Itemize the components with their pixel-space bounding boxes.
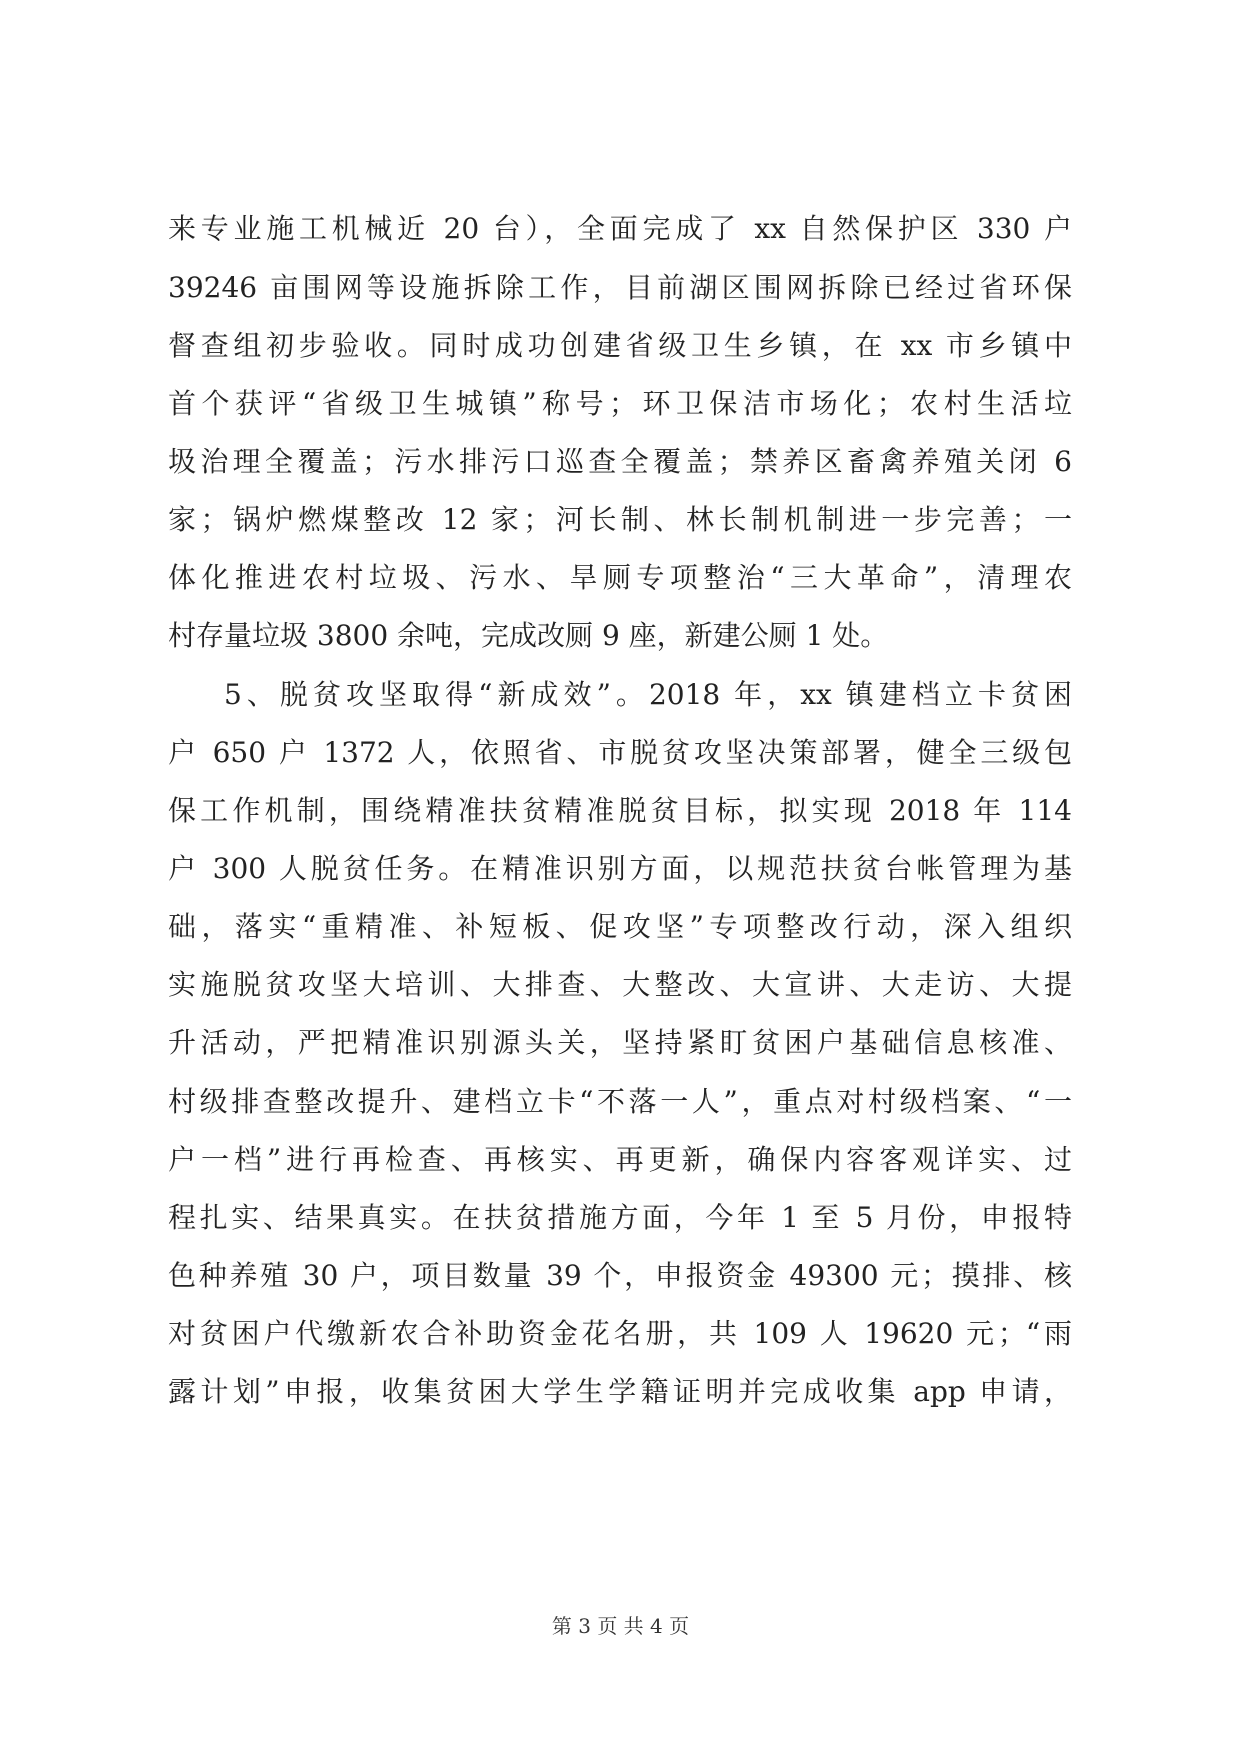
text-line-4: 首个获评“省级卫生城镇”称号；环卫保洁市场化；农村生活垃: [168, 387, 1072, 420]
text-line-3: 督查组初步验收。同时成功创建省级卫生乡镇，在 xx 市乡镇中: [168, 329, 1072, 362]
text-line-21: 露计划”申报，收集贫困大学生学籍证明并完成收集 app 申请，: [168, 1375, 1072, 1408]
text-line-11: 保工作机制，围绕精准扶贫精准脱贫目标，拟实现 2018 年 114: [168, 794, 1072, 827]
text-line-16: 村级排查整改提升、建档立卡“不落一人”，重点对村级档案、“一: [168, 1085, 1072, 1118]
text-line-19: 色种养殖 30 户，项目数量 39 个，申报资金 49300 元；摸排、核: [168, 1259, 1072, 1292]
text-line-6: 家；锅炉燃煤整改 12 家；河长制、林长制机制进一步完善；一: [168, 503, 1072, 536]
text-line-18: 程扎实、结果真实。在扶贫措施方面，今年 1 至 5 月份，申报特: [168, 1201, 1072, 1234]
text-line-5: 圾治理全覆盖；污水排污口巡查全覆盖；禁养区畜禽养殖关闭 6: [168, 445, 1072, 478]
text-line-14: 实施脱贫攻坚大培训、大排查、大整改、大宣讲、大走访、大提: [168, 968, 1072, 1001]
text-line-12: 户 300 人脱贫任务。在精准识别方面，以规范扶贫台帐管理为基: [168, 852, 1072, 885]
page-footer: 第 3 页 共 4 页: [551, 1614, 690, 1638]
text-line-7: 体化推进农村垃圾、污水、旱厕专项整治“三大革命”，清理农: [168, 561, 1072, 594]
text-line-15: 升活动，严把精准识别源头关，坚持紧盯贫困户基础信息核准、: [168, 1026, 1072, 1059]
text-line-13: 础，落实“重精准、补短板、促攻坚”专项整改行动，深入组织: [168, 910, 1072, 943]
text-line-8: 村存量垃圾 3800 余吨，完成改厕 9 座，新建公厕 1 处。: [168, 619, 889, 652]
text-line-2: 39246 亩围网等设施拆除工作，目前湖区围网拆除已经过省环保: [168, 271, 1072, 304]
text-line-17: 户一档”进行再检查、再核实、再更新，确保内容客观详实、过: [168, 1143, 1072, 1176]
text-line-9: 5、脱贫攻坚取得“新成效”。2018 年，xx 镇建档立卡贫困: [224, 678, 1072, 711]
text-line-10: 户 650 户 1372 人，依照省、市脱贫攻坚决策部署，健全三级包: [168, 736, 1072, 769]
text-line-1: 来专业施工机械近 20 台），全面完成了 xx 自然保护区 330 户: [168, 212, 1072, 245]
text-line-20: 对贫困户代缴新农合补助资金花名册，共 109 人 19620 元；“雨: [168, 1317, 1072, 1350]
